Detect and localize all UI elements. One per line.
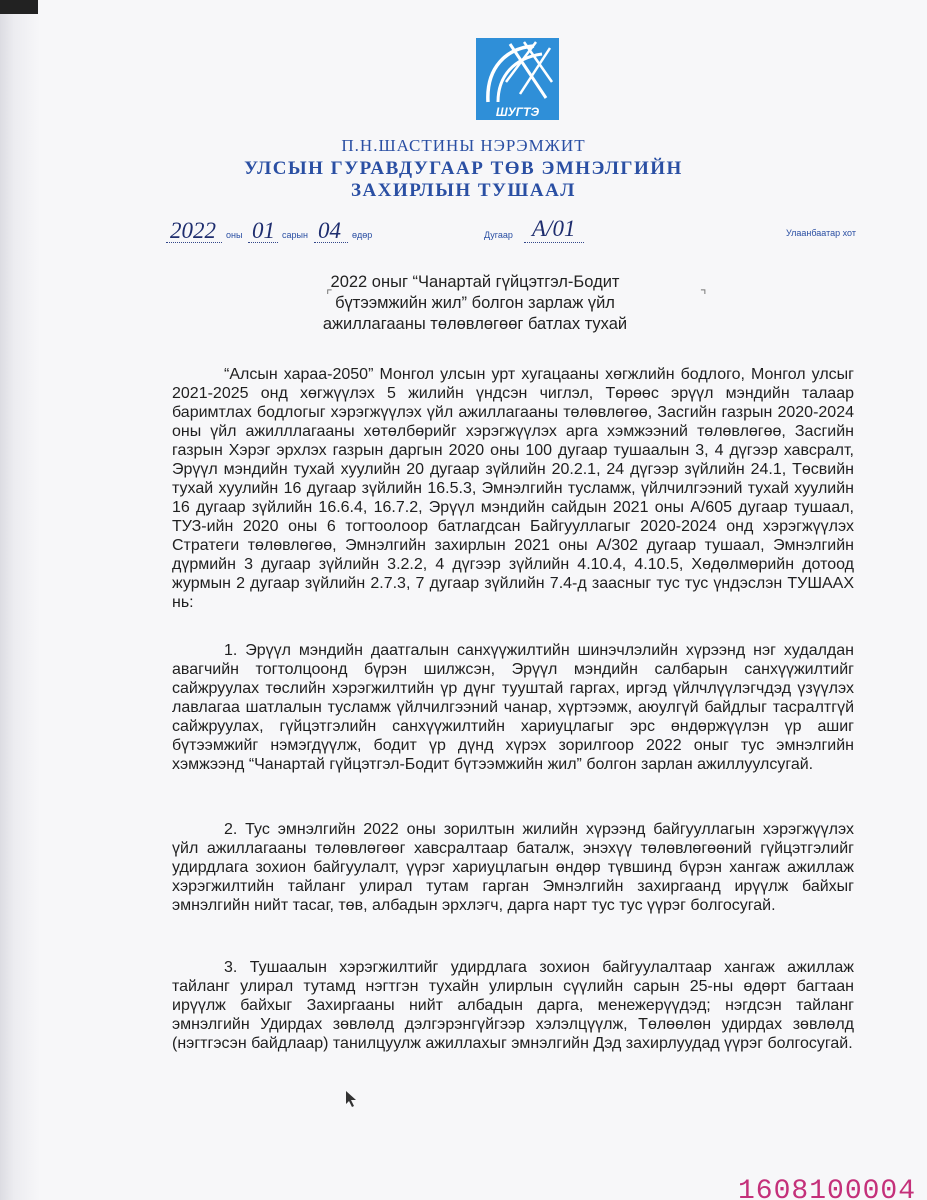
org-name-line1: П.Н.ШАСТИНЫ НЭРЭМЖИТ [341,136,586,155]
order-item-2: 2. Тус эмнэлгийн 2022 оны зорилтын жилийн хүрээнд байгууллагын хэрэгжүүлэх үйл ажиллагааны төлөвлөгөөг хавсралтаар баталж, энэхүү төлөвлөгөөний гүйцэтгэлийг удирдлага зохион байгуулалт, үүрэг хариуцлагын өндөр түвшинд бүрэн хангаж ажиллаж хэрэгжилтийн тайланг улирал тутам гарган Эмнэлгийн захиргаанд ирүүлж байхыг эмнэлгийн нийт тасаг, төв, албадын эрхлэгч, дарга нарт тус тус үүрэг болгосугай. [172,821,854,914]
date-month: 01 [252,218,275,243]
org-name-line2: УЛСЫН ГУРАВДУГААР ТӨВ ЭМНЭЛГИЙН [244,158,683,179]
date-year-underline [166,242,222,243]
order-number-underline [524,242,584,243]
date-month-underline [248,242,278,243]
order-item-1: 1. Эрүүл мэндийн даатгалын санхүүжилтийн шинэчлэлийн хүрээнд нэг худалдан авагчийн тогтолцоонд бүрэн шилжсэн, Эрүүл мэндийн салбарын санхүүжилтийг сайжруулах төслийн хэрэгжилтийн үр дүнг тууштай гаргах, иргэд үйлчлүүлэгчдэд үзүүлэх лавлагаа шатлалын тусламж үйлчилгээний чанар, хүртээмж, аюулгүй байдлыг тасралтгүй сайжруулах, гүйцэтгэлийн санхүүжилтийн хариуцлагыг эрс өндөржүүлэн үр ашиг бүтээмжийг нэмэгдүүлж, бодит үр дүнд хүрэх зорилгоор 2022 оныг тус эмнэлгийн хэмжээнд “Чанартай гүйцэтгэл-Бодит бүтээмжийн жил” болгон зарлан ажиллуулсугай. [172,642,854,773]
subject-line-3: ажиллагааны төлөвлөгөөг батлах тухай [322,315,628,333]
date-month-label: сарын [282,230,308,240]
date-year-label: оны [226,230,243,240]
subject-line-1: 2022 оныг “Чанартай гүйцэтгэл-Бодит [330,273,620,291]
hospital-logo [476,38,559,120]
scan-corner-mark [0,0,38,14]
dateline [0,218,927,248]
order-number-label: Дугаар [484,230,513,240]
date-day: 04 [318,218,341,243]
subject-line-2: бүтээмжийн жил” болгон зарлаж үйл [335,294,615,312]
order-subject [300,272,650,335]
city-label: Улаанбаатар хот [786,228,856,238]
date-day-underline [314,242,348,243]
date-year: 2022 [170,218,216,243]
order-item-3: 3. Тушаалын хэрэгжилтийг удирдлага зохион байгуулалтаар хангаж ажиллаж тайланг улирал тутамд нэгтгэн тухайн улирлын сүүлийн сарын 25-ны өдөрт багтаан ирүүлж байхыг Захиргааны нийт албадын дарга, менежерүүдэд; нэгдсэн тайланг эмнэлгийн Удирдах зөвлөлд дэлгэрэнгүйгээр хэлэлцүүлж, Төлөөлөн удирдах зөвлөлд (нэгтгэсэн байдлаар) танилцуулж ажиллахыг эмнэлгийн Дэд захирлуудад үүрэг болгосугай. [172,959,854,1052]
logo-text: ШУГТЭ [495,105,540,119]
preamble-paragraph: “Алсын хараа-2050” Монгол улсын урт хугацааны хөгжлийн бодлого, Монгол улсыг 2021-2025 онд хөгжүүлэх 5 жилийн үндсэн чиглэл, Төрөөс эрүүл мэндийн талаар баримтлах бодлогыг хэрэгжүүлэх үйл ажиллагааны төлөвлөгөө, Засгийн газрын 2020-2024 оны үйл ажилллагааны хөтөлбөрийг хэрэгжүүлэх арга хэмжээний төлөвлөгөө, Засгийн газрын Хэрэг эрхлэх газрын даргын 2020 оны 100 дугаар тушаалын 3, 4 дүгээр хавсралт, Эрүүл мэндийн тухай хуулийн 20 дугаар зүйлийн 20.2.1, 24 дүгээр зүйлийн 24.1, Төсвийн тухай хуулийн 16 дугаар зүйлийн 16.5.3, Эмнэлгийн тусламж, үйлчилгээний тухай хуулийн 16 дугаар зүйлийн 16.6.4, 16.7.2, Эрүүл мэндийн сайдын 2021 оны А/605 дугаар тушаал, ТУЗ-ийн 2020 оны 6 тогтоолоор батлагдсан Байгууллагыг 2020-2024 онд хэрэгжүүлэх Стратеги төлөвлөгөө, Эмнэлгийн захирлын 2021 оны А/302 дугаар тушаал, Эмнэлгийн дүрмийн 3 дугаар зүйлийн 3.2.2, 4 дүгээр зүйлийн 4.10.4, 4.10.5, Хөдөлмөрийн дотоод журмын 2 дугаар зүйлийн 2.7.3, 7 дугаар зүйлийн 7.4-д заасныг тус тус үндэслэн ТУШААХ нь: [172,366,854,611]
order-number: А/01 [532,216,576,241]
date-day-label: өдөр [352,230,373,240]
subject-bracket-left: ⌜ [326,287,333,303]
cursor-mark-icon [345,1090,359,1108]
serial-number: 1608100004 [738,1176,917,1200]
subject-bracket-right: ⌝ [700,287,707,303]
document-type-title: ЗАХИРЛЫН ТУШААЛ [351,180,576,201]
